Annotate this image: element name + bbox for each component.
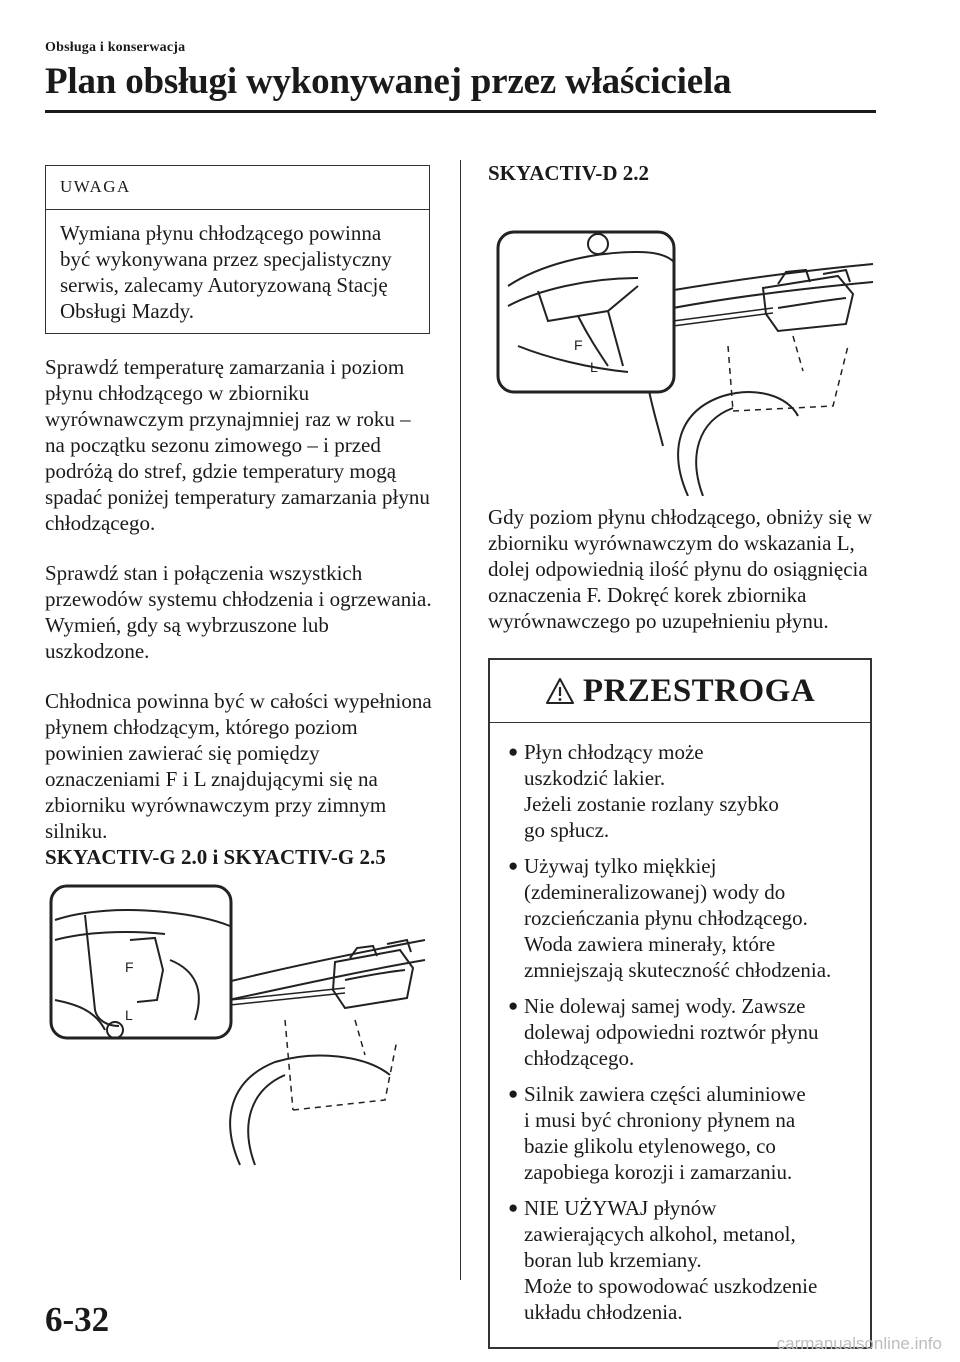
topup-paragraph: Gdy poziom płynu chłodzącego, obniży się w zbiorniku wyrównawczym do wskazania L, dolej odpowiednią ilość płynu do osiągnięcia oznaczenia F. Dokręć korek zbiornika wyrównawczego po uzupełnieniu płynu. [488,505,873,633]
diesel-reservoir-figure [488,196,878,496]
diesel-figure-heading: SKYACTIV-D 2.2 [488,161,650,185]
caution-item-text: Silnik zawiera części aluminiowe i musi być chroniony płynem na bazie glikolu etylenowego, co zapobiega korozji i zamarzaniu. [524,1082,806,1184]
full-mark-label: F [574,337,583,353]
left-column [45,165,435,1170]
caution-item-text: Nie dolewaj samej wody. Zawsze dolewaj odpowiedni roztwór płynu chłodzącego. [524,994,819,1070]
caution-header [490,660,870,723]
bullet-icon: ● [508,1198,519,1217]
page-number: 6-32 [45,1300,110,1339]
section-label: Obsługa i konserwacja [45,40,186,55]
gasoline-figure-heading: SKYACTIV-G 2.0 i SKYACTIV-G 2.5 [45,845,386,869]
warning-triangle-icon [545,677,575,705]
note-text: Wymiana płynu chłodzącego powinna być wykonywana przez specjalistyczny serwis, zalecamy Autoryzowaną Stację Obsługi Mazdy. [60,221,392,323]
caution-item-text: Używaj tylko miękkiej (zdemineralizowanej) wody do rozcieńczania płynu chłodzącego. Woda zawiera minerały, które zmniejszają skuteczność chłodzenia. [524,854,832,982]
bullet-icon: ● [508,1084,519,1103]
page-title: Plan obsługi wykonywanej przez właściciela [45,61,732,102]
caution-box [488,658,872,1349]
caution-item [504,993,856,1071]
caution-item-text: Płyn chłodzący może uszkodzić lakier. Jeżeli zostanie rozlany szybko go spłucz. [524,740,779,842]
caution-title: PRZESTROGA [582,673,816,709]
radiator-paragraph: Chłodnica powinna być w całości wypełniona płynem chłodzącym, którego poziom powinien zawierać się pomiędzy oznaczeniami F i L znajdującymi się na zbiorniku wyrównawczym przy zimnym silniku. [45,689,432,843]
full-mark-label: F [125,959,134,975]
bullet-icon: ● [508,856,519,875]
note-label: UWAGA [46,166,429,210]
caution-body [490,723,870,1347]
bullet-icon: ● [508,742,519,761]
caution-item [504,1195,856,1325]
caution-item-text: NIE UŻYWAJ płynów zawierających alkohol, metanol, boran lub krzemiany. Może to spowodować uszkodzenie układu chłodzenia. [524,1196,818,1324]
low-mark-label: L [125,1007,133,1023]
gasoline-reservoir-figure [45,880,435,1170]
hoses-paragraph: Sprawdź stan i połączenia wszystkich przewodów systemu chłodzenia i ogrzewania. Wymień, gdy są wybrzuszone lub uszkodzone. [45,561,432,663]
title-rule [45,110,876,113]
low-mark-label: L [590,359,598,375]
right-column [488,160,878,1349]
watermark: carmanualsonline.info [776,1334,942,1353]
column-divider [460,160,461,1280]
caution-item [504,853,856,983]
coolant-check-paragraph: Sprawdź temperaturę zamarzania i poziom płynu chłodzącego w zbiorniku wyrównawczym przynajmniej raz w roku – na początku sezonu zimowego – i przed podróżą do stref, gdzie temperatury mogą spadać poniżej temperatury zamarzania płynu chłodzącego. [45,355,430,535]
note-box [45,165,430,334]
bullet-icon: ● [508,996,519,1015]
caution-item [504,1081,856,1185]
caution-item [504,739,856,843]
